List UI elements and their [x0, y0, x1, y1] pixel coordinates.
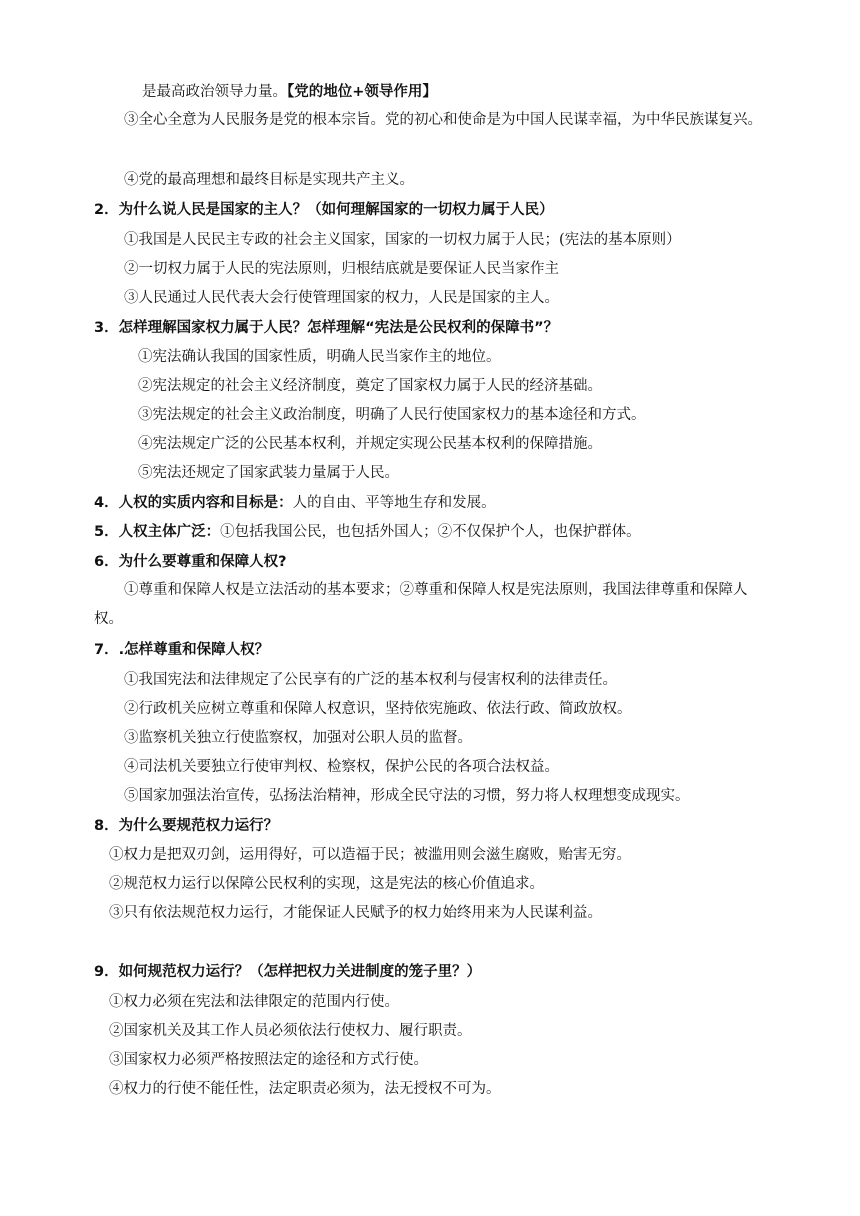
paragraph-line: [142, 82, 437, 102]
paragraph-line: ①尊重和保障人权是立法活动的基本要求；②尊重和保障人权是宪法原则，我国法律尊重和保障人权。: [94, 582, 748, 627]
list-item: ⑤国家加强法治宣传，弘扬法治精神，形成全民守法的习惯，努力将人权理想变成现实。: [124, 788, 690, 804]
paragraph-line: [94, 522, 641, 542]
list-item: ①我国是人民民主专政的社会主义国家，国家的一切权力属于人民；(宪法的基本原则）: [124, 232, 681, 248]
body-text: ①包括我国公民，也包括外国人；②不仅保护个人，也保护群体。: [220, 524, 641, 540]
list-item: ③国家权力必须严格按照法定的途径和方式行使。: [109, 1052, 428, 1068]
list-item: ②规范权力运行以保障公民权利的实现，这是宪法的核心价值追求。: [109, 876, 544, 892]
paragraph-line: ③全心全意为人民服务是党的根本宗旨。党的初心和使命是为中国人民谋幸福，为中华民族谋复兴。: [124, 112, 762, 128]
list-item: ①权力是把双刃剑，运用得好，可以造福于民；被滥用则会滋生腐败，贻害无穷。: [109, 847, 631, 863]
section-heading-5: 5．人权主体广泛：: [94, 524, 221, 540]
section-heading-4: 4．人权的实质内容和目标是：: [94, 495, 293, 511]
body-text: 是最高政治领导力量。: [142, 84, 287, 100]
list-item: ③只有依法规范权力运行，才能保证人民赋予的权力始终用来为人民谋利益。: [109, 905, 602, 921]
list-item: ⑤宪法还规定了国家武装力量属于人民。: [138, 465, 399, 481]
section-heading-7: 7．.怎样尊重和保障人权？: [94, 642, 270, 658]
section-heading-2: 2．为什么说人民是国家的主人？（如何理解国家的一切权力属于人民）: [94, 202, 554, 218]
list-item: ④权力的行使不能任性，法定职责必须为，法无授权不可为。: [109, 1081, 501, 1097]
list-item: ②行政机关应树立尊重和保障人权意识，坚持依宪施政、依法行政、简政放权。: [124, 701, 632, 717]
list-item: ④司法机关要独立行使审判权、检察权，保护公民的各项合法权益。: [124, 759, 559, 775]
section-heading-6: 6．为什么要尊重和保障人权?: [94, 554, 287, 570]
list-item: ③人民通过人民代表大会行使管理国家的权力，人民是国家的主人。: [124, 290, 559, 306]
section-heading-9: 9．如何规范权力运行？（怎样把权力关进制度的笼子里？）: [94, 964, 482, 980]
paragraph-line: [94, 493, 496, 513]
list-item: ②宪法规定的社会主义经济制度，奠定了国家权力属于人民的经济基础。: [138, 378, 602, 394]
list-item: ②国家机关及其工作人员必须依法行使权力、履行职责。: [109, 1023, 472, 1039]
list-item: ③宪法规定的社会主义政治制度，明确了人民行使国家权力的基本途径和方式。: [138, 407, 646, 423]
body-text: 人的自由、平等地生存和发展。: [292, 495, 496, 511]
list-item: ①宪法确认我国的国家性质，明确人民当家作主的地位。: [138, 349, 501, 365]
list-item: ①我国宪法和法律规定了公民享有的广泛的基本权利与侵害权利的法律责任。: [124, 672, 617, 688]
bracket-note: 【党的地位+领导作用】: [287, 84, 437, 100]
list-item: ①权力必须在宪法和法律限定的范围内行使。: [109, 994, 399, 1010]
list-item: ④宪法规定广泛的公民基本权利，并规定实现公民基本权利的保障措施。: [138, 436, 602, 452]
list-item: ②一切权力属于人民的宪法原则，归根结底就是要保证人民当家作主: [124, 261, 559, 277]
section-heading-8: 8．为什么要规范权力运行？: [94, 818, 279, 834]
list-item: ③监察机关独立行使监察权，加强对公职人员的监督。: [124, 730, 472, 746]
section-heading-3: 3．怎样理解国家权力属于人民？怎样理解“宪法是公民权利的保障书”？: [94, 320, 559, 336]
paragraph-line: ④党的最高理想和最终目标是实现共产主义。: [124, 172, 414, 188]
